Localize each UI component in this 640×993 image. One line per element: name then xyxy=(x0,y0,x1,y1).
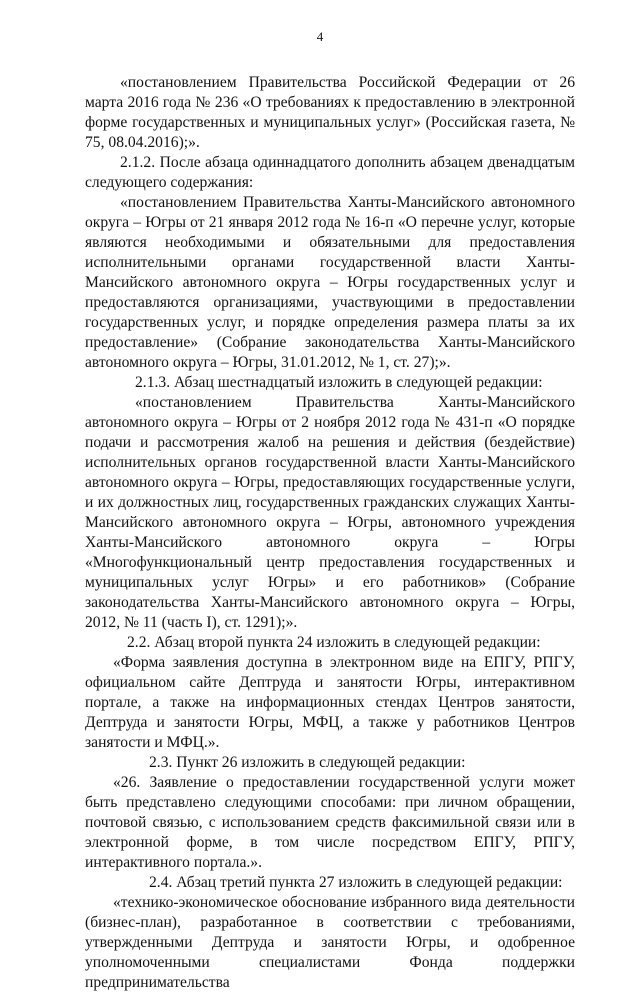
paragraph-2-1-2: 2.1.2. После абзаца одиннадцатого дополнить абзацем двенадцатым следующего содержания: xyxy=(85,154,575,191)
paragraph-2-1-3: 2.1.3. Абзац шестнадцатый изложить в следующей редакции: xyxy=(135,374,543,391)
quote-paragraph-decree-236: «постановлением Правительства Российской Федерации от 26 марта 2016 года № 236 «О требованиях к предоставлению в электронной форме государственных и муниципальных услуг» (Российская газета, № 75, 08.04.2016);». xyxy=(85,74,575,151)
paragraph-2-2: 2.2. Абзац второй пункта 24 изложить в следующей редакции: xyxy=(127,634,541,651)
paragraph-2-4: 2.4. Абзац третий пункта 27 изложить в следующей редакции: xyxy=(149,874,563,891)
page-number: 4 xyxy=(316,29,324,44)
quote-paragraph-application-form: «Форма заявления доступна в электронном виде на ЕПГУ, РПГУ, официальном сайте Дептруда и занятости Югры, интерактивном портале, а также на информационных стендах Центров занятости, Дептруда и занятости Югры, МФЦ, а также у работников Центров занятости и МФЦ.». xyxy=(85,654,575,751)
document-body xyxy=(85,73,575,993)
quote-paragraph-decree-431p: «постановлением Правительства Ханты-Мансийского автономного округа – Югры от 2 ноября 2012 года № 431-п «О порядке подачи и рассмотрения жалоб на решения и действия (бездействие) исполнительных органов государственной власти Ханты-Мансийского автономного округа – Югры, предоставляющих государственные услуги, и их должностных лиц, государственных гражданских служащих Ханты-Мансийского автономного округа – Югры, автономного учреждения Ханты-Мансийского автономного округа – Югры «Многофункциональный центр предоставления государственных и муниципальных услуг Югры» и его работников» (Собрание законодательства Ханты-Мансийского автономного округа – Югры, 2012, № 11 (часть I), ст. 1291);». xyxy=(85,394,575,631)
quote-paragraph-decree-16p: «постановлением Правительства Ханты-Мансийского автономного округа – Югры от 21 января 2012 года № 16-п «О перечне услуг, которые являются необходимыми и обязательными для предоставления исполнительными органами государственной власти Ханты-Мансийского автономного округа – Югры государственных услуг и предоставляются организациями, участвующими в предоставлении государственных услуг, и порядке определения размера платы за их предоставление» (Собрание законодательства Ханты-Мансийского автономного округа – Югры, 31.01.2012, № 1, ст. 27);». xyxy=(85,194,575,371)
paragraph-2-3: 2.3. Пункт 26 изложить в следующей редакции: xyxy=(149,754,466,771)
quote-paragraph-business-plan: «технико-экономическое обоснование избранного вида деятельности (бизнес-план), разработанное в соответствии с требованиями, утвержденными Дептруда и занятости Югры, и одобренное уполномоченными специалистами Фонда поддержки предпринимательства xyxy=(85,894,575,991)
quote-paragraph-item-26: «26. Заявление о предоставлении государственной услуги может быть представлено следующими способами: при личном обращении, почтовой связью, с использованием средств факсимильной связи или в электронной форме, в том числе посредством ЕПГУ, РПГУ, интерактивного портала.». xyxy=(85,774,575,871)
